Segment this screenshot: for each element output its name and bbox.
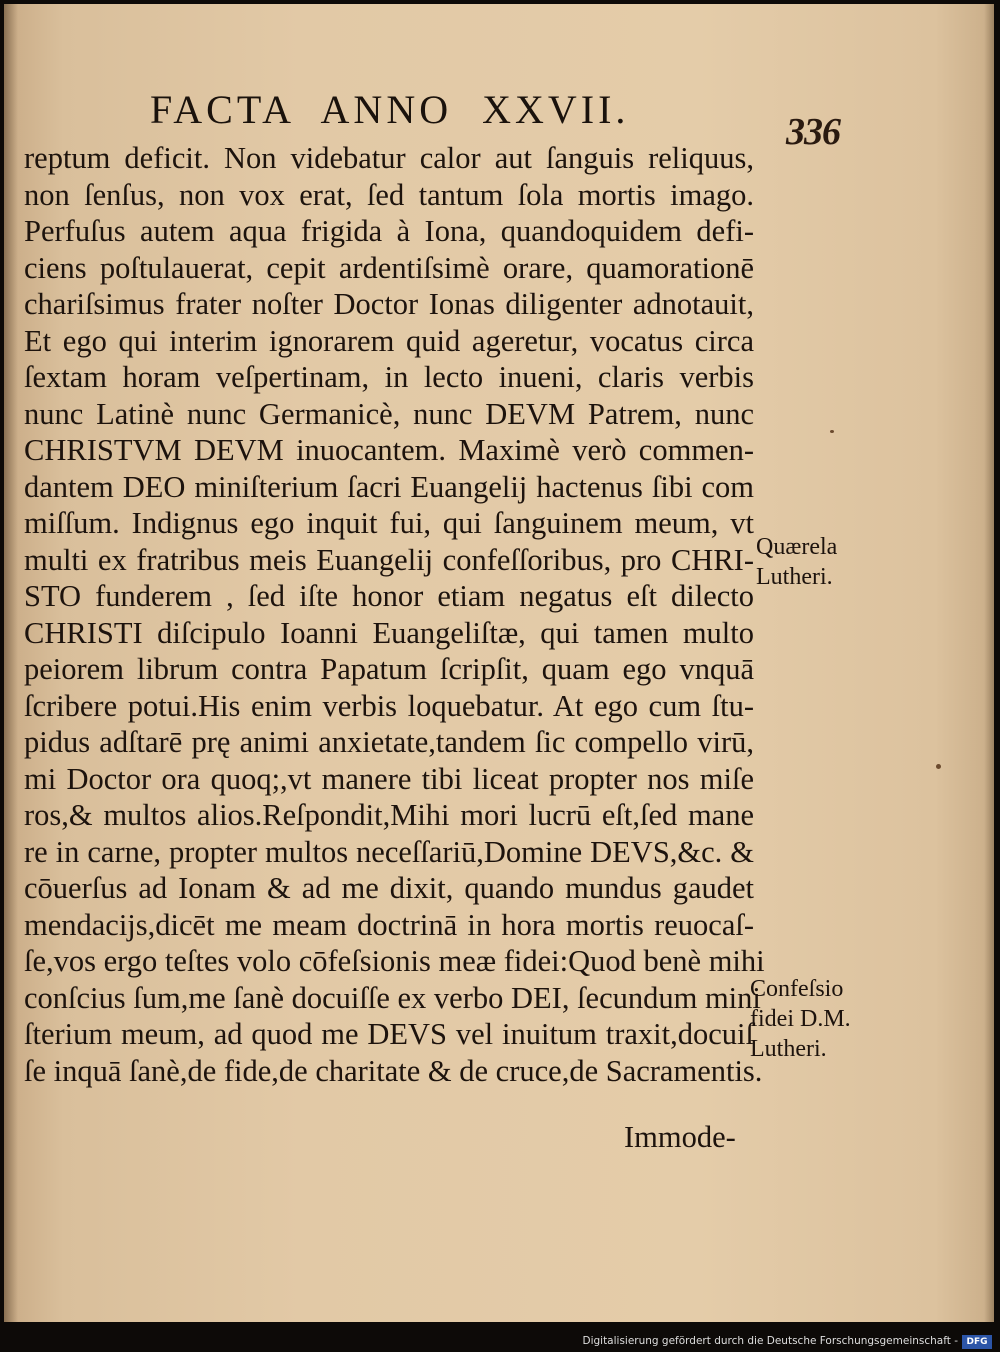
text-line: peiorem librum contra Papatum ſcripſit, quam ego vnquā (24, 652, 754, 686)
text-line: conſcius ſum,me ſanè docuiſſe ex verbo DEI, ſecundum mini (24, 980, 761, 1015)
catchword: Immode- (624, 1120, 736, 1154)
text-line: cōuerſus ad Ionam & ad me dixit, quando mundus gaudet (24, 871, 754, 905)
text-line: non ſenſus, non vox erat, ſed tantum ſola mortis imago. (24, 177, 754, 212)
marginal-note-line: fidei D.M. (750, 1006, 851, 1032)
text-line: ſe,vos ergo teſtes volo cōfeſsionis meæ fidei:Quod benè mihi (24, 944, 765, 978)
main-text-block (24, 140, 765, 1089)
text-line: STO funderem , ſed iſte honor etiam negatus eſt dilecto (24, 579, 754, 613)
text-line: nunc Latinè nunc Germanicè, nunc DEVM Patrem, nunc (24, 396, 754, 431)
book-page (4, 4, 994, 1322)
text-line: mi Doctor ora quoq;,vt manere tibi liceat propter nos miſe (24, 761, 754, 796)
text-line: CHRISTVM DEVM inuocantem. Maximè verò commen- (24, 433, 754, 467)
text-line: re in carne, propter multos neceſſariū,Domine DEVS,&c. & (24, 834, 754, 869)
marginal-note-line: Quærela (756, 534, 838, 560)
marginal-note-line: Lutheri. (756, 564, 833, 590)
text-line: miſſum. Indignus ego inquit fui, qui ſanguinem meum, vt (24, 506, 754, 540)
text-line: ſcribere potui.His enim verbis loquebatur. At ego cum ſtu- (24, 688, 754, 723)
text-line: CHRISTI diſcipulo Ioanni Euangeliſtæ, qui tamen multo (24, 615, 754, 650)
text-line: multi ex fratribus meis Euangelij confeſſoribus, pro CHRI- (24, 542, 754, 577)
marginal-note-complaint (756, 532, 837, 592)
text-line: ſextam horam veſpertinam, in lecto inueni, claris verbis (24, 360, 754, 394)
running-head: FACTA ANNO XXVII. (150, 87, 630, 132)
paper-speck (936, 764, 941, 769)
marginal-note-line: Confeſsio (750, 976, 844, 1002)
paper-speck (830, 430, 834, 433)
marginal-note-confession (750, 974, 851, 1064)
page-number: 336 (786, 111, 840, 153)
text-line: mendacijs,dicēt me meam doctrinā in hora mortis reuocaſ- (24, 907, 754, 942)
text-line: Perfuſus autem aqua frigida à Iona, quandoquidem defi- (24, 214, 754, 248)
text-line: chariſsimus frater noſter Doctor Ionas diligenter adnotauit, (24, 287, 754, 321)
text-line: ſe inquā ſanè,de fide,de charitate & de cruce,de Sacramentis. (24, 1053, 763, 1088)
text-line: ciens poſtulauerat, cepit ardentiſsimè orare, quamorationē (24, 250, 754, 285)
marginal-note-line: Lutheri. (750, 1036, 827, 1062)
dfg-logo: DFG (962, 1335, 992, 1349)
text-line: reptum deficit. Non videbatur calor aut ſanguis reliquus, (24, 141, 754, 175)
text-line: ſterium meum, ad quod me DEVS vel inuitum traxit,docuiſ (24, 1017, 754, 1051)
text-line: dantem DEO miniſterium ſacri Euangelij hactenus ſibi com (24, 469, 754, 504)
digitization-credit: Digitalisierung gefördert durch die Deutsche Forschungsgemeinschaft - (582, 1335, 958, 1347)
text-line: ros,& multos alios.Reſpondit,Mihi mori lucrū eſt,ſed mane (24, 798, 754, 832)
text-line: pidus adſtarē prę animi anxietate,tandem ſic compello virū, (24, 725, 754, 759)
text-line: Et ego qui interim ignorarem quid ageretur, vocatus circa (24, 323, 754, 358)
